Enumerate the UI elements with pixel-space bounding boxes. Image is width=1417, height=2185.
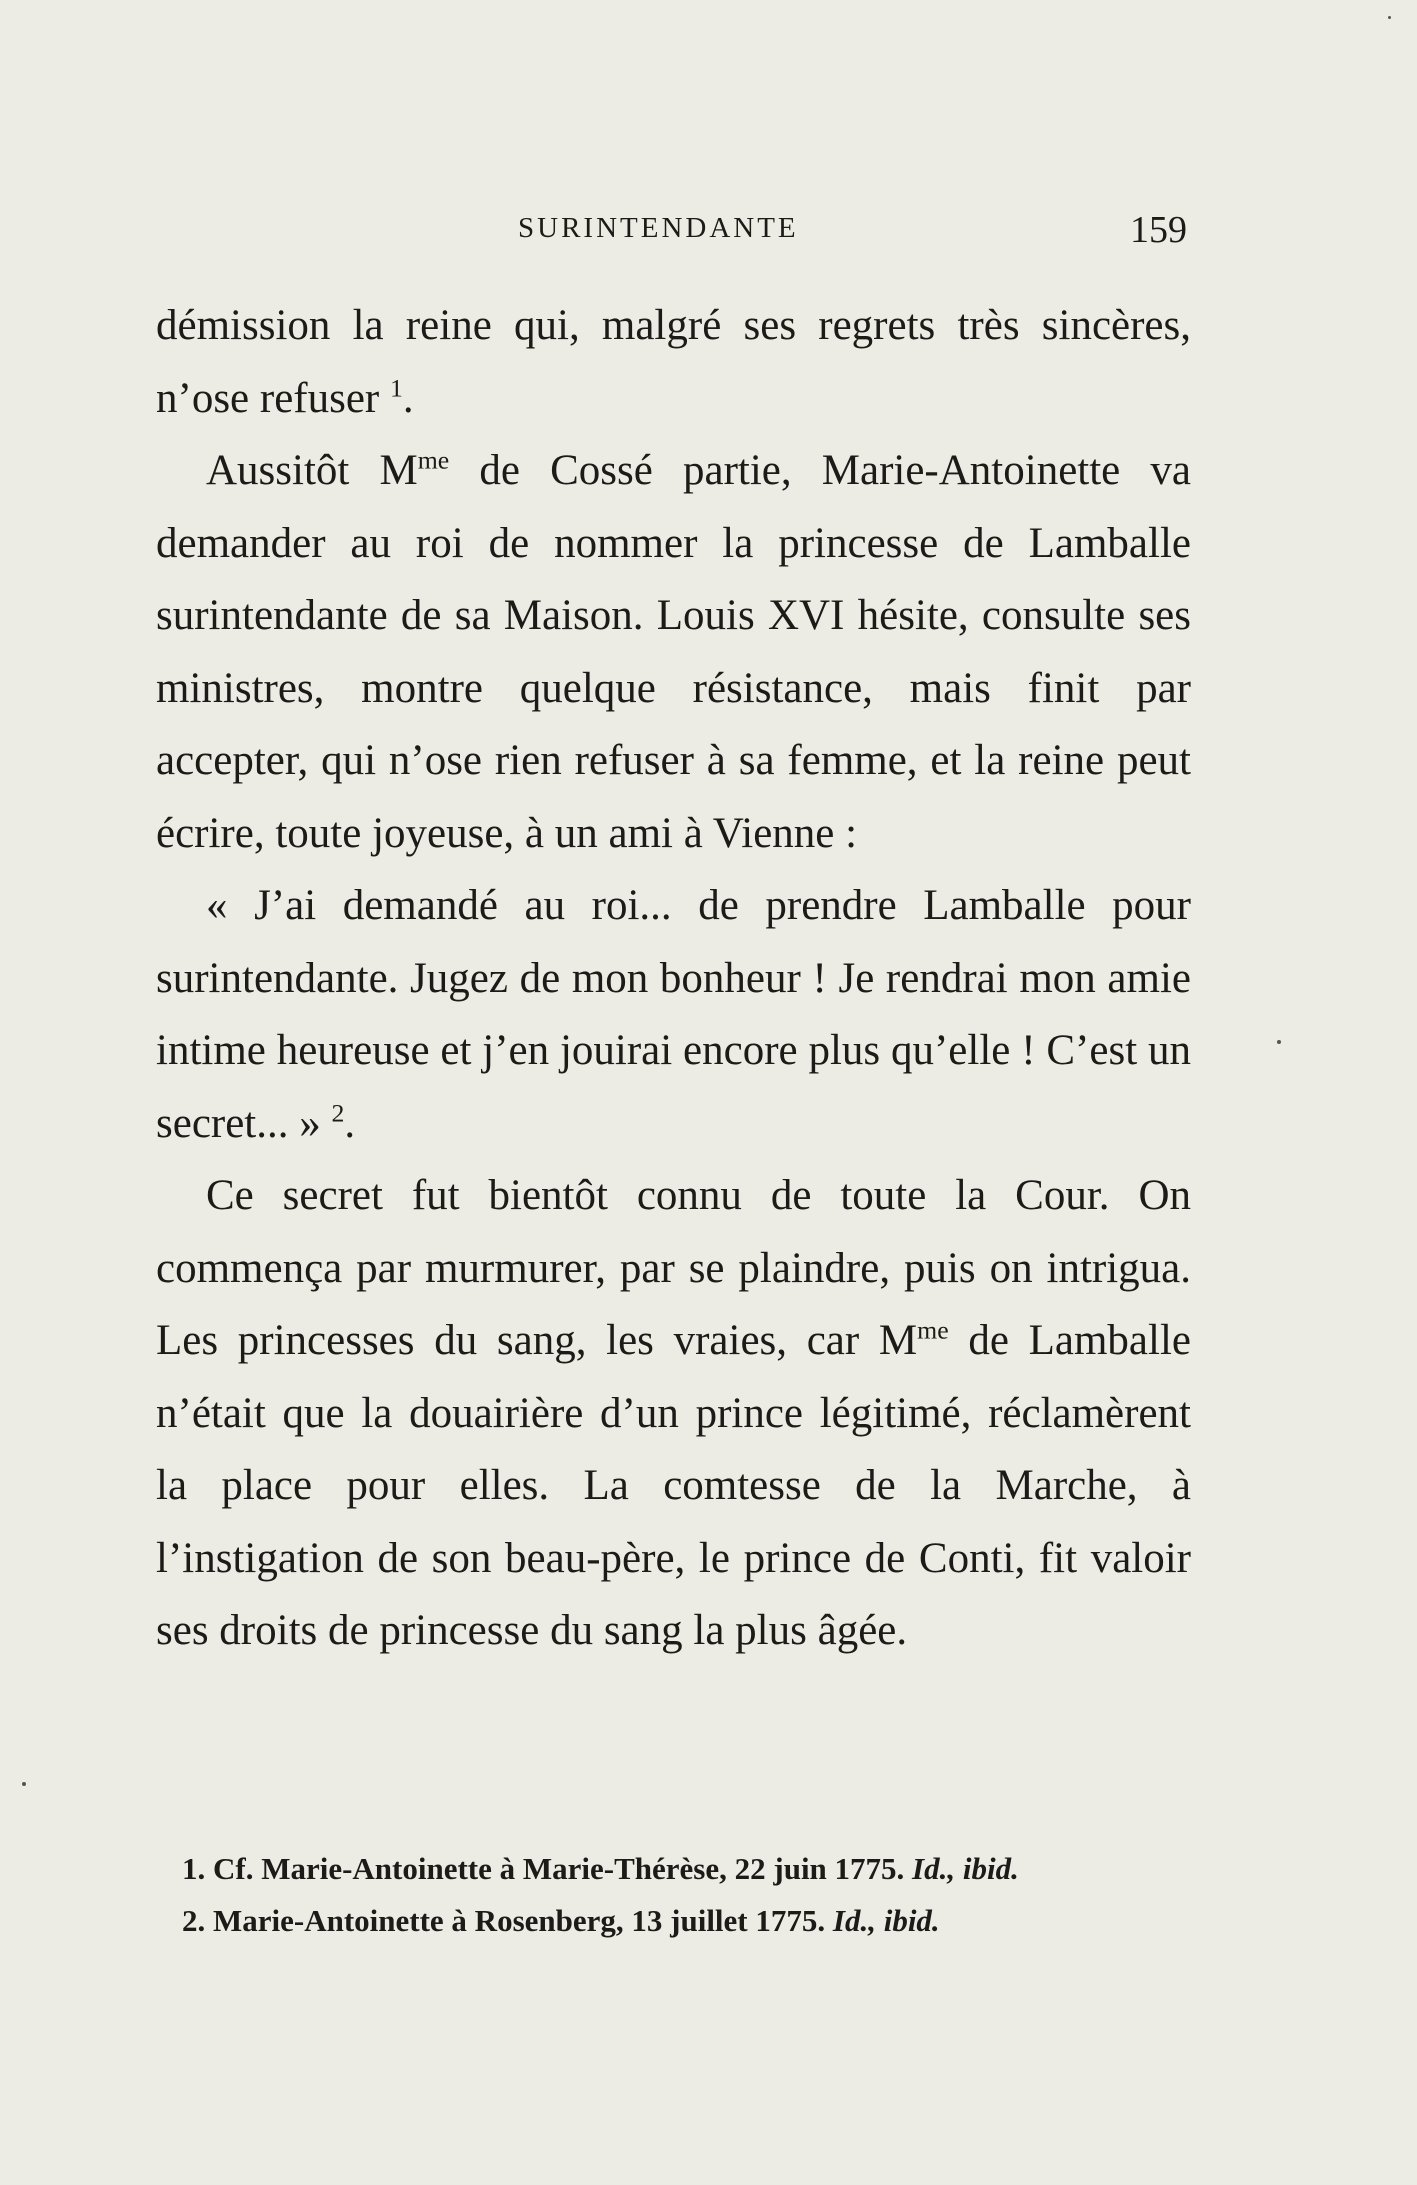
footnote-ref-1: 1 bbox=[390, 373, 403, 403]
paper-speck bbox=[1277, 1040, 1281, 1044]
page-number: 159 bbox=[1130, 209, 1187, 251]
main-text bbox=[156, 290, 1191, 1668]
footnotes bbox=[182, 1843, 1202, 1947]
paragraph-4 bbox=[156, 1160, 1191, 1668]
paragraph-3-quote bbox=[156, 870, 1191, 1160]
footnote-1-ibid: Id., ibid. bbox=[912, 1851, 1019, 1886]
paper-speck bbox=[1388, 16, 1391, 19]
paragraph-2-text-b: de Cossé partie, Marie-Antoinette va demander au roi de nommer la princesse de Lamballe surintendante de sa Maison. Louis XVI hésite, consulte ses ministres, montre quelque résistance, mais finit par accepter, qui n’ose rien refuser à sa femme, et la reine peut écrire, toute joyeuse, à un ami à Vienne : bbox=[156, 447, 1191, 857]
running-title: SURINTENDANTE bbox=[518, 212, 799, 244]
footnote-ref-2: 2 bbox=[331, 1098, 345, 1128]
footnote-1 bbox=[182, 1843, 1202, 1895]
paragraph-3-text: « J’ai demandé au roi... de prendre Lamballe pour surintendante. Jugez de mon bonheur ! Je rendrai mon amie intime heureuse et j’en jouirai encore plus qu’elle ! C’est un secret... » bbox=[156, 882, 1191, 1147]
paragraph-4-text-a: Ce secret fut bientôt connu de toute la Cour. On commença par murmurer, par se plaindre, puis on intrigua. Les princesses du sang, les vraies, car M bbox=[156, 1172, 1191, 1364]
paragraph-2 bbox=[156, 435, 1191, 870]
paper-speck bbox=[22, 1782, 26, 1786]
paragraph-2-text-a: Aussitôt M bbox=[206, 447, 418, 494]
title-abbrev-sup: me bbox=[417, 445, 450, 475]
paragraph-1-end: . bbox=[402, 374, 414, 422]
title-abbrev-sup: me bbox=[917, 1315, 949, 1345]
footnote-2-ibid: Id., ibid. bbox=[832, 1903, 940, 1938]
paragraph-4-text-b: de Lamballe n’était que la douairière d’un prince légitimé, réclamèrent la place pour elles. La comtesse de la Marche, à l’instigation de son beau-père, le prince de Conti, fit valoir ses droits de princesse du sang la plus âgée. bbox=[156, 1317, 1191, 1654]
footnote-1-text: 1. Cf. Marie-Antoinette à Marie-Thérèse, 22 juin 1775. bbox=[182, 1851, 913, 1886]
footnote-2 bbox=[182, 1895, 1202, 1947]
paragraph-1 bbox=[156, 290, 1191, 435]
paragraph-1-text: démission la reine qui, malgré ses regrets très sincères, n’ose refuser bbox=[156, 302, 1191, 422]
footnote-2-text: 2. Marie-Antoinette à Rosenberg, 13 juillet 1775. bbox=[182, 1903, 833, 1938]
paragraph-3-end: . bbox=[344, 1099, 356, 1147]
